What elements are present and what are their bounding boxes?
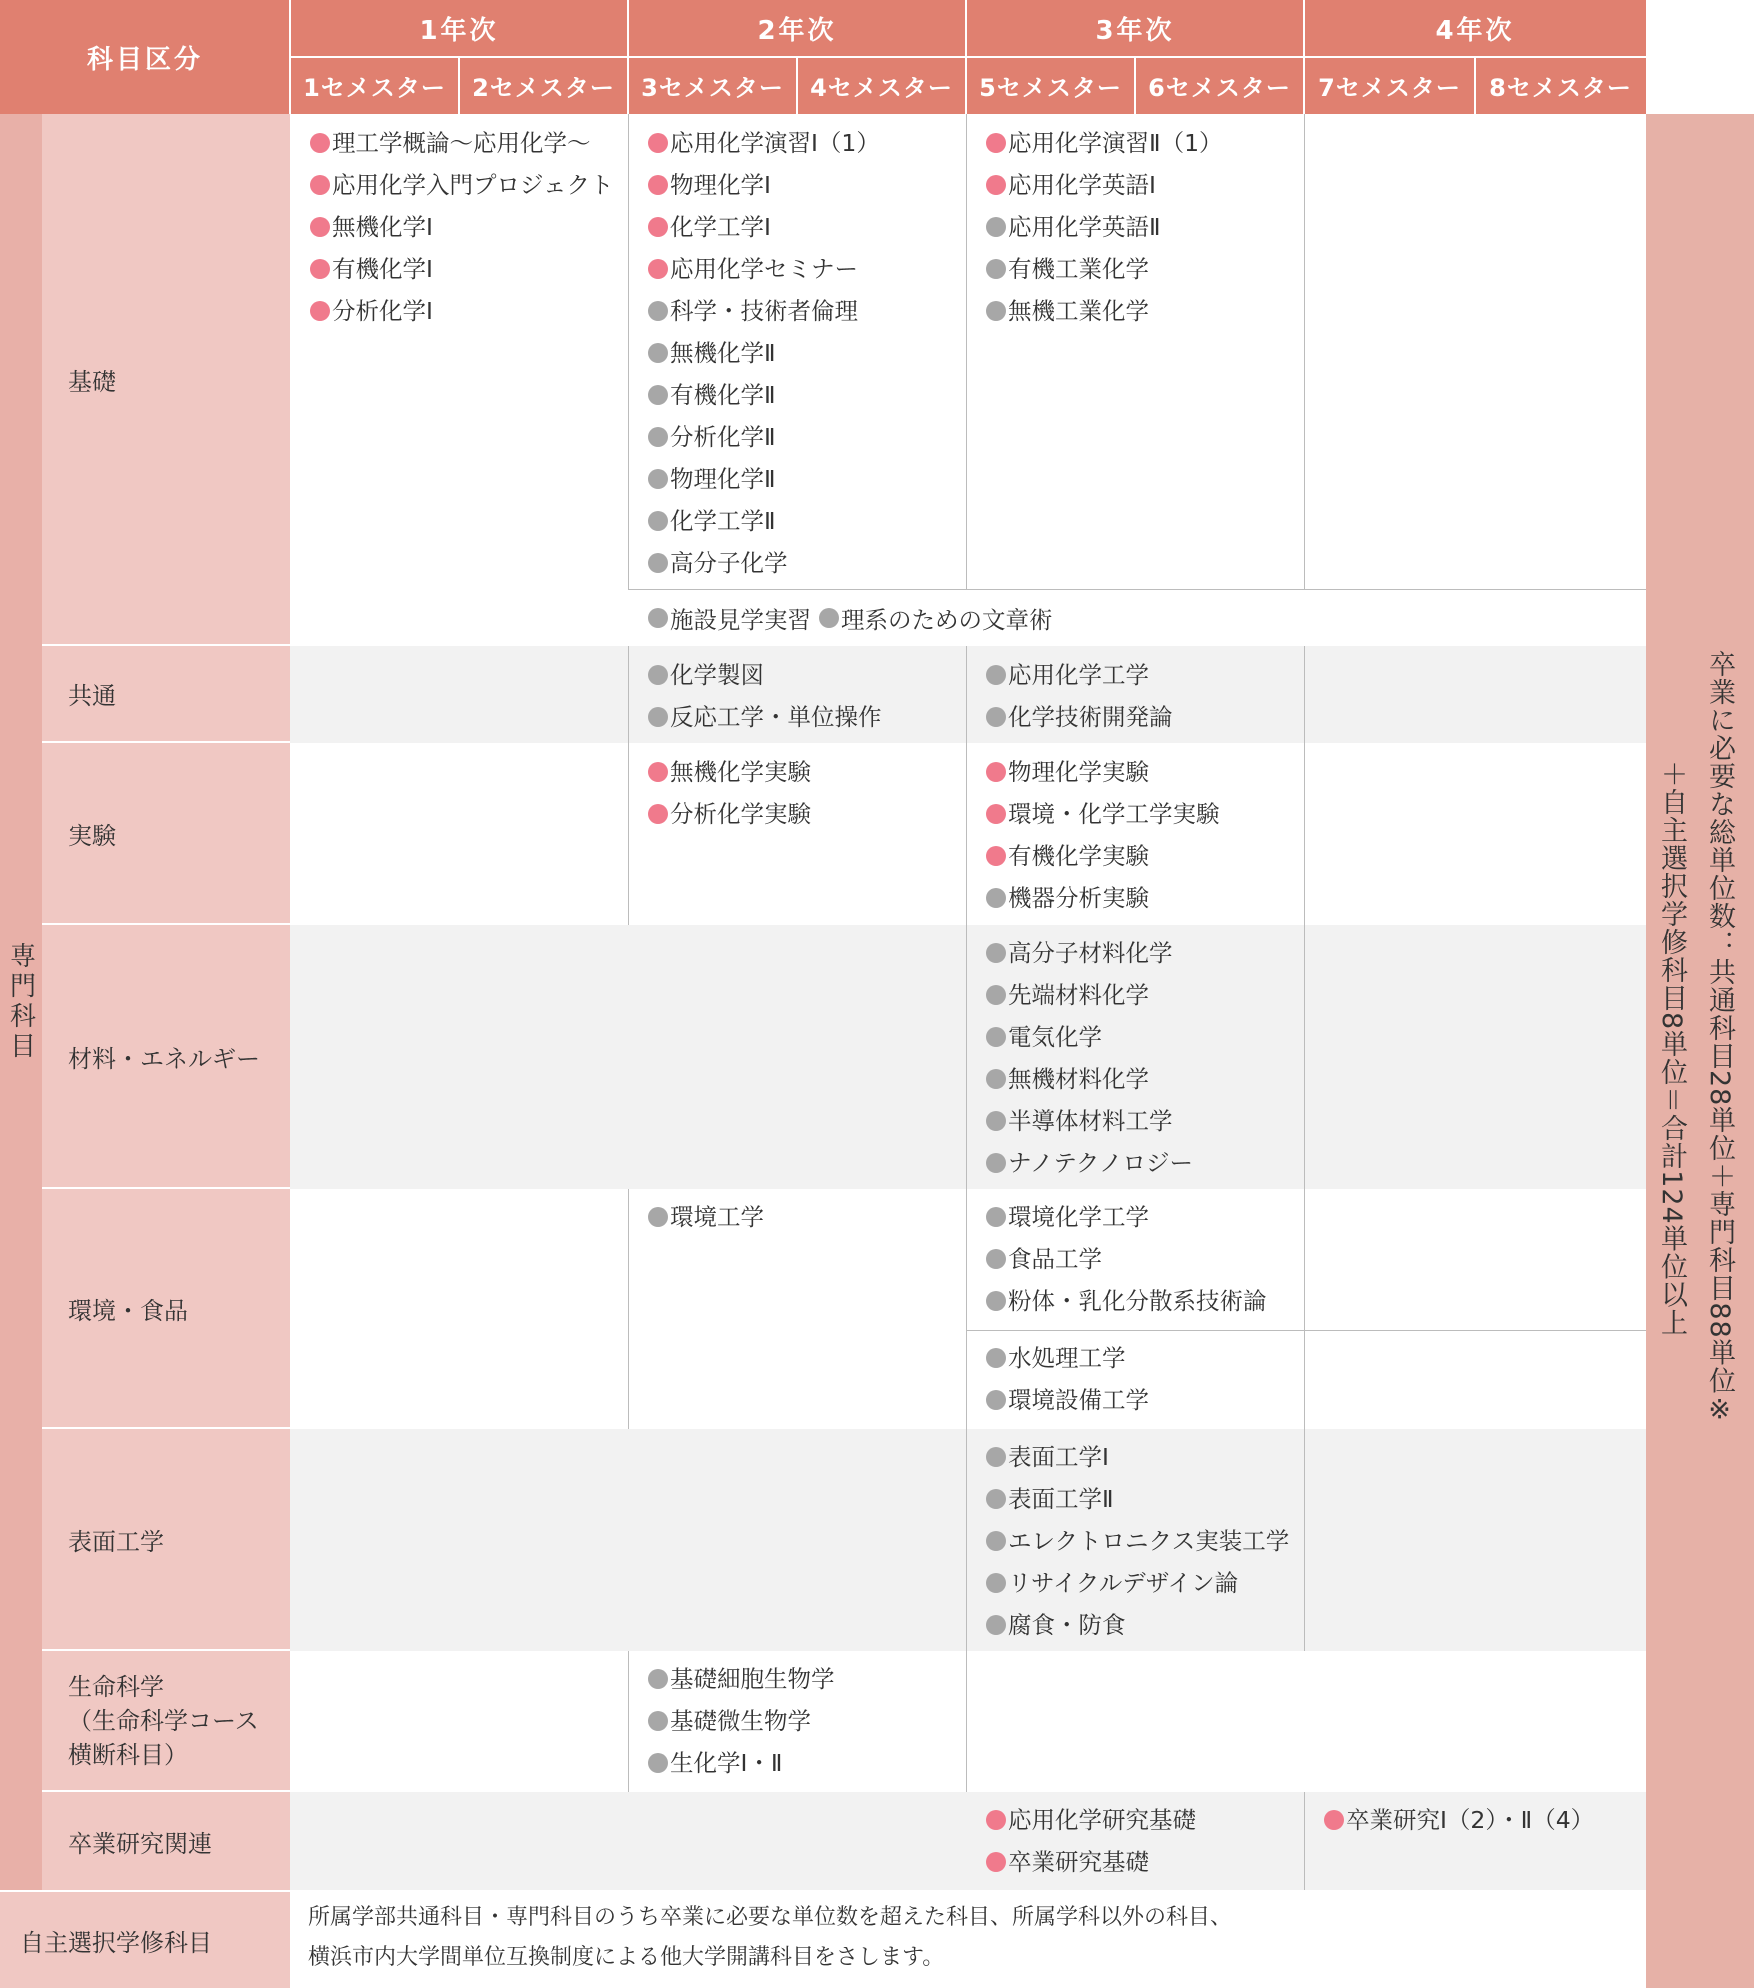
course-item [986,654,1173,696]
course-item [986,1280,1267,1322]
required-course-dot-icon [986,175,1006,195]
elective-course-dot-icon [986,1615,1006,1635]
course-name: 腐食・防食 [1008,1611,1126,1639]
course-name: 機器分析実験 [1008,884,1149,912]
category-label: 共通 [68,682,116,710]
elective-course-dot-icon [648,707,668,727]
elective-course-dot-icon [986,1489,1006,1509]
course-item [648,458,880,500]
semester-label: 7セメスター [1318,74,1461,102]
category-label-line: 横断科目） [68,1740,188,1769]
course-name: 化学製図 [670,661,764,689]
elective-course-dot-icon [986,301,1006,321]
course-item [648,164,880,206]
course-name: 有機化学Ⅱ [670,381,776,409]
course-item [986,1196,1267,1238]
course-name: 物理化学Ⅰ [670,171,771,199]
required-course-dot-icon [310,259,330,279]
course-name: 電気化学 [1008,1023,1102,1051]
course-name: 科学・技術者倫理 [670,297,858,325]
course-item [648,1700,835,1742]
course-item [986,1604,1289,1646]
required-course-dot-icon [310,217,330,237]
band-zairyo [290,925,1646,1189]
category-hyomen [42,1429,290,1651]
required-course-dot-icon [648,762,668,782]
course-name: 基礎微生物学 [670,1707,811,1735]
band-kankyo [290,1189,1646,1429]
course-name: 応用化学研究基礎 [1008,1806,1196,1834]
semester-label: 6セメスター [1148,74,1291,102]
band-jikken [290,743,1646,925]
required-course-dot-icon [648,133,668,153]
required-course-dot-icon [986,133,1006,153]
list-hyomen-y3 [986,1436,1289,1646]
elective-course-dot-icon [986,1249,1006,1269]
elective-course-dot-icon [986,1153,1006,1173]
course-name: エレクトロニクス実装工学 [1008,1527,1290,1555]
elective-course-dot-icon [986,707,1006,727]
required-course-dot-icon [310,133,330,153]
course-item [986,248,1223,290]
list-sotsugyo-y3 [986,1799,1196,1883]
list-sotsugyo-y4 [1324,1799,1594,1841]
course-item [986,1562,1289,1604]
jishu-description [308,1898,1232,1978]
course-item [648,290,880,332]
course-item [648,332,880,374]
jishu-line: 所属学部共通科目・専門科目のうち卒業に必要な単位数を超えた科目、所属学科以外の科目、 [308,1905,1233,1930]
elective-course-dot-icon [648,469,668,489]
course-item [648,416,880,458]
required-course-dot-icon [648,259,668,279]
list-zairyo-y3 [986,932,1193,1184]
elective-course-dot-icon [648,1207,668,1227]
required-course-dot-icon [986,762,1006,782]
band-kyotsu [290,646,1646,743]
course-name: 分析化学Ⅱ [670,423,776,451]
category-label: 実験 [68,821,116,850]
course-name: 環境化学工学 [1008,1203,1149,1231]
list-jikken-y3 [986,751,1220,919]
course-name: 無機化学実験 [670,758,811,786]
course-name: 環境設備工学 [1008,1386,1149,1414]
semester-label: 2セメスター [472,74,615,102]
course-name: 有機化学実験 [1008,842,1149,870]
semester-label: 3セメスター [641,74,784,102]
course-item [986,1520,1289,1562]
course-name: 有機化学Ⅰ [332,255,433,283]
band-seimei [290,1651,1646,1792]
elective-course-dot-icon [986,1390,1006,1410]
course-item [986,835,1220,877]
course-item [310,164,614,206]
course-item [310,248,614,290]
list-kyotsu-y3 [986,654,1173,738]
category-label: 環境・食品 [68,1296,188,1325]
course-item [986,1238,1267,1280]
elective-course-dot-icon [986,1573,1006,1593]
elective-course-dot-icon [986,1027,1006,1047]
course-name: 水処理工学 [1008,1344,1126,1372]
course-item [986,793,1220,835]
course-item [986,1337,1149,1379]
elective-course-dot-icon [648,608,668,628]
category-label-line: 生命科学 [68,1672,164,1701]
list-kiso-y1 [310,122,614,332]
course-name: 理工学概論～応用化学～ [332,129,591,157]
category-label: 自主選択学修科目 [20,1928,212,1957]
course-item [986,164,1223,206]
course-name: 高分子材料化学 [1008,939,1173,967]
course-item [648,374,880,416]
elective-course-dot-icon [986,888,1006,908]
list-kiso-span [648,597,1061,639]
category-sotsugyo [42,1792,290,1890]
course-item [986,1799,1196,1841]
required-course-dot-icon [986,804,1006,824]
elective-course-dot-icon [986,1531,1006,1551]
required-course-dot-icon [310,301,330,321]
semester-label: 5セメスター [979,74,1122,102]
category-jikken [42,743,290,925]
elective-course-dot-icon [986,1069,1006,1089]
course-item [648,793,811,835]
semester-header-7 [1304,57,1475,114]
elective-course-dot-icon [986,1207,1006,1227]
course-name: 半導体材料工学 [1008,1107,1173,1135]
year-label: 3年次 [1095,16,1175,46]
course-name: 応用化学演習Ⅰ（1） [670,129,880,157]
semester-header-5 [966,57,1135,114]
course-name: 環境工学 [670,1203,764,1231]
elective-course-dot-icon [648,1711,668,1731]
elective-course-dot-icon [648,427,668,447]
year-label: 4年次 [1435,16,1515,46]
course-item [986,206,1223,248]
course-name: 物理化学Ⅱ [670,465,776,493]
course-name: 化学工学Ⅱ [670,507,776,535]
list-kankyo-y2 [648,1196,764,1238]
course-item [310,206,614,248]
course-item [986,1436,1289,1478]
course-item [986,974,1193,1016]
semester-label: 1セメスター [303,74,446,102]
course-item [986,122,1223,164]
course-name: 食品工学 [1008,1245,1102,1273]
course-name: ナノテクノロジー [1008,1149,1193,1177]
course-item [310,122,614,164]
semester-header-3 [628,57,797,114]
elective-course-dot-icon [648,665,668,685]
elective-course-dot-icon [986,1291,1006,1311]
semester-header-2 [459,57,628,114]
category-label: 卒業研究関連 [68,1829,212,1858]
course-name: 応用化学セミナー [670,255,858,283]
course-name: 表面工学Ⅱ [1008,1485,1114,1513]
course-name: リサイクルデザイン論 [1008,1569,1239,1597]
course-item [648,1658,835,1700]
course-name: 高分子化学 [670,549,788,577]
course-item [986,696,1173,738]
course-name: 無機化学Ⅱ [670,339,776,367]
side-label-text: 専門科目 [5,942,36,1062]
course-name: 先端材料化学 [1008,981,1149,1009]
course-item [986,1841,1196,1883]
elective-course-dot-icon [648,553,668,573]
category-header-label: 科目区分 [86,44,203,75]
right-note-line1: 卒業に必要な総単位数：共通科目28単位＋専門科目88単位※ [1704,650,1735,1427]
course-item [986,877,1220,919]
category-zairyo [42,925,290,1189]
course-name: 物理化学実験 [1008,758,1149,786]
elective-course-dot-icon [648,1669,668,1689]
course-name: 無機化学Ⅰ [332,213,433,241]
course-item [648,206,880,248]
course-name: 反応工学・単位操作 [670,703,882,731]
category-jishu [0,1890,290,1988]
semester-label: 8セメスター [1489,74,1632,102]
elective-course-dot-icon [986,943,1006,963]
jishu-line: 横浜市内大学間単位互換制度による他大学開講科目をさします。 [308,1945,945,1970]
required-course-dot-icon [986,1810,1006,1830]
semester-header-6 [1135,57,1304,114]
year-header-4 [1304,0,1646,57]
band-hyomen [290,1429,1646,1651]
course-item [986,1142,1193,1184]
course-item [648,751,811,793]
course-item [648,1742,835,1784]
category-kiso [42,114,290,646]
course-name: 化学工学Ⅰ [670,213,771,241]
list-kiso-y2 [648,122,880,584]
elective-course-dot-icon [648,385,668,405]
course-item [648,122,880,164]
required-course-dot-icon [1324,1810,1344,1830]
elective-course-dot-icon [986,1111,1006,1131]
side-label [0,114,42,1890]
required-course-dot-icon [648,175,668,195]
list-kyotsu-y2 [648,654,882,738]
required-course-dot-icon [986,1852,1006,1872]
course-item [648,601,811,635]
category-label: 材料・エネルギー [68,1044,260,1073]
elective-course-dot-icon [648,511,668,531]
course-name: 理系のための文章術 [841,606,1053,634]
list-jikken-y2 [648,751,811,835]
elective-course-dot-icon [648,1753,668,1773]
course-name: 卒業研究Ⅰ（2）・Ⅱ（4） [1346,1806,1595,1834]
semester-header-4 [797,57,966,114]
course-name: 粉体・乳化分散系技術論 [1008,1287,1267,1315]
course-name: 応用化学演習Ⅱ（1） [1008,129,1223,157]
elective-course-dot-icon [986,665,1006,685]
year-header-2 [628,0,966,57]
course-name: 基礎細胞生物学 [670,1665,835,1693]
course-name: 生化学Ⅰ・Ⅱ [670,1749,783,1777]
list-kankyo-y3b [986,1337,1149,1421]
required-course-dot-icon [648,217,668,237]
required-course-dot-icon [310,175,330,195]
course-item [986,932,1193,974]
course-name: 有機工業化学 [1008,255,1149,283]
elective-course-dot-icon [986,1447,1006,1467]
required-course-dot-icon [648,804,668,824]
year-header-1 [290,0,628,57]
course-item [648,248,880,290]
course-name: 分析化学実験 [670,800,811,828]
list-kiso-y3 [986,122,1223,332]
category-kankyo [42,1189,290,1429]
course-name: 化学技術開発論 [1008,703,1173,731]
elective-course-dot-icon [819,608,839,628]
course-item [648,500,880,542]
course-item [986,1016,1193,1058]
course-item [986,1058,1193,1100]
course-name: 分析化学Ⅰ [332,297,433,325]
category-seimei [42,1651,290,1792]
elective-course-dot-icon [648,343,668,363]
course-name: 施設見学実習 [670,606,811,634]
elective-course-dot-icon [986,259,1006,279]
year-label: 1年次 [419,16,499,46]
required-course-dot-icon [986,846,1006,866]
category-header [0,0,290,114]
course-name: 応用化学工学 [1008,661,1149,689]
category-kyotsu [42,646,290,743]
course-item [310,290,614,332]
course-name: 無機材料化学 [1008,1065,1149,1093]
elective-course-dot-icon [648,301,668,321]
course-item [819,601,1053,635]
semester-label: 4セメスター [810,74,953,102]
course-item [1324,1799,1594,1841]
elective-course-dot-icon [986,985,1006,1005]
year-label: 2年次 [757,16,837,46]
course-item [986,1379,1149,1421]
course-name: 卒業研究基礎 [1008,1848,1149,1876]
course-name: 環境・化学工学実験 [1008,800,1220,828]
course-name: 表面工学Ⅰ [1008,1443,1109,1471]
list-kankyo-y3a [986,1196,1267,1322]
year-header-3 [966,0,1304,57]
list-seimei-y2 [648,1658,835,1784]
category-label-line: （生命科学コース [68,1706,259,1735]
course-name: 無機工業化学 [1008,297,1149,325]
course-item [986,751,1220,793]
elective-course-dot-icon [986,1348,1006,1368]
right-note-line2: ＋自主選択学修科目8単位＝合計124単位以上 [1656,760,1687,1337]
course-name: 応用化学入門プロジェクト [332,171,614,199]
course-name: 応用化学英語Ⅱ [1008,213,1161,241]
course-item [986,1100,1193,1142]
course-item [648,1196,764,1238]
semester-header-1 [290,57,459,114]
course-item [986,290,1223,332]
course-item [648,542,880,584]
elective-course-dot-icon [986,217,1006,237]
semester-header-8 [1475,57,1646,114]
course-item [648,696,882,738]
course-item [986,1478,1289,1520]
category-label: 基礎 [68,367,116,396]
course-name: 応用化学英語Ⅰ [1008,171,1156,199]
category-label: 表面工学 [68,1527,164,1556]
course-item [648,654,882,696]
